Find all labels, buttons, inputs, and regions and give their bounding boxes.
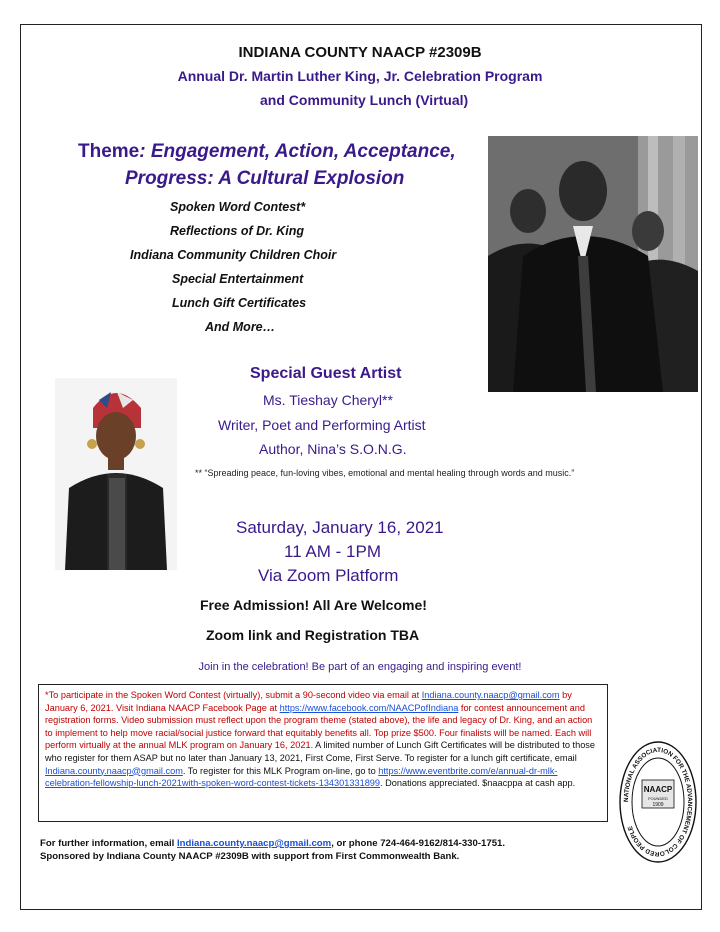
footer-phone-text: , or phone 724-464-9162/814-330-1751.	[331, 838, 506, 849]
program-item: Reflections of Dr. King	[170, 224, 305, 238]
naacp-seal	[618, 740, 698, 864]
guest-role: Writer, Poet and Performing Artist	[218, 417, 426, 433]
seal-founded-text: FOUNDED	[648, 796, 668, 801]
zoom-registration-text: Zoom link and Registration TBA	[206, 627, 420, 643]
notice-text: *To participate in the Spoken Word Contest (virtually), submit a 90-second video via email at	[45, 690, 422, 700]
org-title: INDIANA COUNTY NAACP #2309B	[238, 44, 482, 61]
notice-text: by January 6, 2021. Visit Indiana NAACP Facebook Page at	[45, 690, 572, 713]
theme-text-1: : Engagement, Action, Acceptance,	[139, 141, 456, 162]
notice-email-link[interactable]: Indiana.county.naacp@gmail.com	[421, 690, 560, 700]
theme-label: Theme	[78, 141, 140, 162]
program-item: Indiana Community Children Choir	[130, 248, 337, 262]
guest-heading: Special Guest Artist	[250, 365, 402, 382]
guest-quote: ** “Spreading peace, fun-loving vibes, emotional and mental healing through words and music.”	[195, 468, 575, 478]
notice-text: . To register for this MLK Program on-line, go to	[182, 765, 379, 776]
footer-contact	[40, 838, 505, 849]
event-time: 11 AM - 1PM	[284, 542, 381, 561]
seal-ring-text: NATIONAL ASSOCIATION FOR THE ADVANCEMENT OF COLORED PEOPLE	[622, 746, 694, 858]
guest-book: Author, Nina’s S.O.N.G.	[259, 441, 407, 457]
event-platform: Via Zoom Platform	[258, 566, 399, 585]
program-item: Special Entertainment	[172, 272, 304, 286]
program-item: And More…	[205, 320, 276, 334]
notice-text: for contest announcement and registration forms. Video submission must reflect upon the program theme (stated above), the life and legacy of Dr. King, and an action to implement to help move racial/social justice forward that equitably benefits all. Top prize $500. Four finalists will be named. Each will perform virtually at the annual MLK program on January 16, 2021.	[45, 702, 593, 751]
event-date: Saturday, January 16, 2021	[236, 518, 444, 537]
eventbrite-link[interactable]: https://www.eventbrite.com/e/annual-dr-mlk-celebration-fellowship-lunch-2021with-spoken-word-contest-tickets-134301331899	[45, 765, 558, 789]
guest-name: Ms. Tieshay Cheryl**	[263, 392, 393, 408]
seal-center-text: NAACP	[643, 785, 673, 794]
mlk-photo	[488, 136, 698, 392]
notice-text: A limited number of Lunch Gift Certificates will be distributed to those who register for them ASAP but no later than January 13, 2021, First Come, First Serve. To register for a lunch gift certificate, email	[45, 740, 596, 763]
guest-photo	[55, 378, 177, 570]
facebook-link[interactable]: https://www.facebook.com/NAACPofIndiana	[279, 702, 459, 713]
seal-year-text: 1909	[652, 802, 664, 808]
theme-line-2: Progress: A Cultural Explosion	[125, 168, 405, 189]
contest-notice-box	[38, 684, 608, 822]
theme-line-1	[78, 141, 456, 163]
program-item: Lunch Gift Certificates	[172, 296, 307, 310]
admission-text: Free Admission! All Are Welcome!	[200, 597, 427, 613]
footer-sponsor: Sponsored by Indiana County NAACP #2309B with support from First Commonwealth Bank.	[40, 851, 460, 862]
notice-email-link-2[interactable]: Indiana.county.naacp@gmail.com	[45, 765, 183, 776]
program-item: Spoken Word Contest*	[170, 200, 306, 214]
event-subtitle-2: and Community Lunch (Virtual)	[260, 92, 469, 108]
notice-text: . Donations appreciated. $naacppa at cash app.	[380, 778, 576, 789]
event-subtitle: Annual Dr. Martin Luther King, Jr. Celebration Program	[177, 68, 543, 84]
footer-text: For further information, email	[40, 838, 177, 849]
join-invite: Join in the celebration! Be part of an engaging and inspiring event!	[198, 661, 522, 673]
footer-email-link[interactable]: Indiana.county.naacp@gmail.com	[177, 838, 332, 849]
